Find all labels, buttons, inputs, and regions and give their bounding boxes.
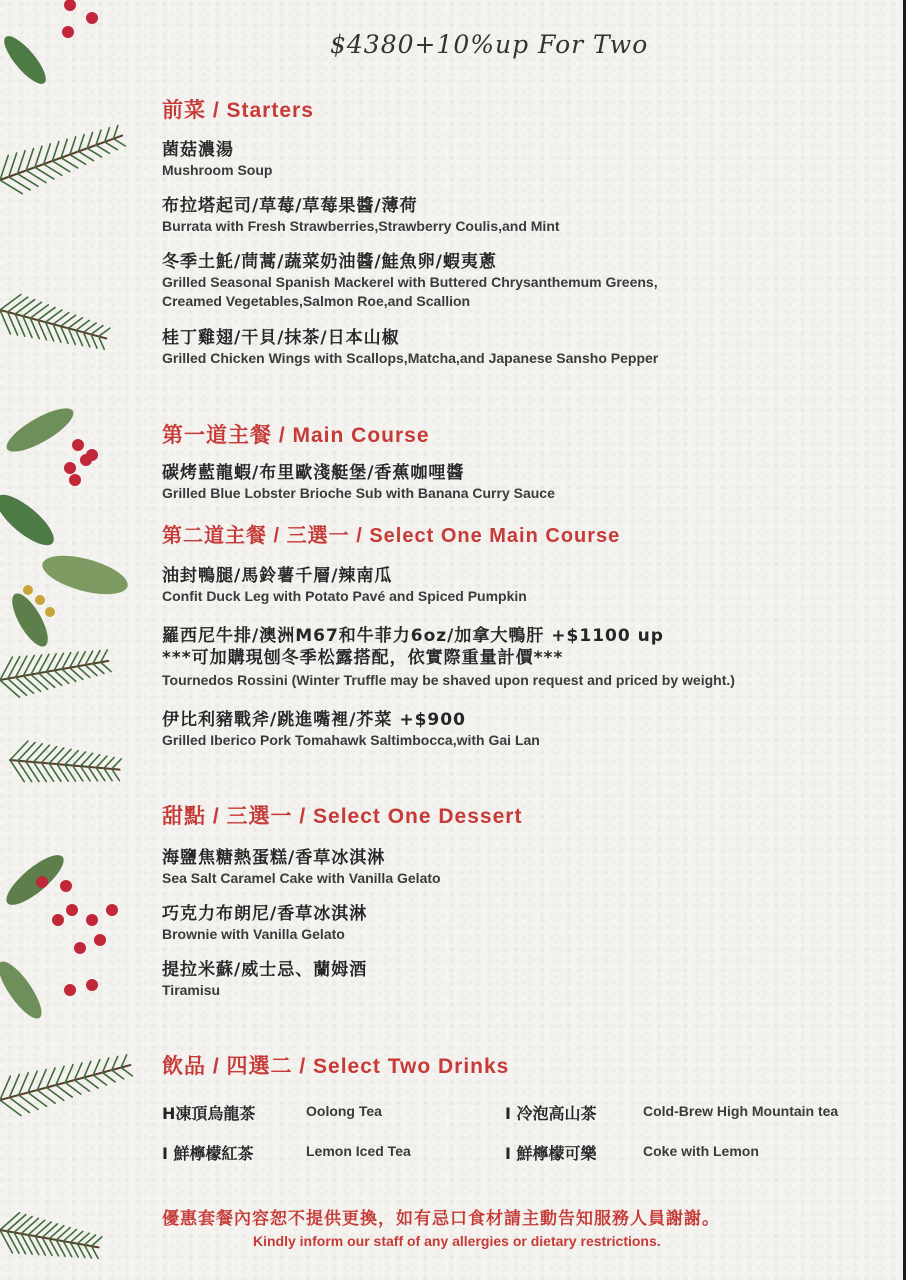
pine-needle xyxy=(0,1230,12,1253)
pine-needle xyxy=(65,1083,81,1095)
pine-needle xyxy=(102,1073,115,1082)
pine-needle xyxy=(41,747,56,763)
pine-needle xyxy=(112,1070,124,1079)
leaf xyxy=(38,548,131,602)
berry xyxy=(86,449,98,461)
item-name-zh: 提拉米蘇/威士忌、蘭姆酒 xyxy=(162,960,368,980)
item-name-zh: 菌菇濃湯 xyxy=(162,140,234,160)
berry xyxy=(69,474,81,486)
pine-needle xyxy=(7,1231,19,1253)
berry xyxy=(86,914,98,926)
pine-needle xyxy=(113,139,125,146)
leaf xyxy=(0,956,49,1024)
item-name-en: Grilled Seasonal Spanish Mackerel with Buttered Chrysanthemum Greens, xyxy=(162,274,658,290)
pine-needle xyxy=(9,1075,19,1098)
pine-needle xyxy=(18,761,32,782)
pine-needle xyxy=(52,161,69,172)
pine-needle xyxy=(57,749,71,764)
berry xyxy=(106,904,118,916)
pine-needle xyxy=(91,326,103,335)
pine-needle xyxy=(10,741,28,760)
pine-needle xyxy=(30,305,48,318)
pine-needle xyxy=(37,1070,46,1090)
pine-needle xyxy=(28,1071,37,1092)
pine-needle xyxy=(93,1075,106,1085)
item-name-en-cont: Creamed Vegetables,Salmon Roe,and Scallion xyxy=(162,293,471,309)
set-price: $4380+10%up For Two xyxy=(330,30,649,59)
pine-needle xyxy=(49,748,64,764)
pine-needle xyxy=(0,155,8,180)
section-title-dessert: 甜點 / 三選一 / Select One Dessert xyxy=(162,805,523,828)
drink-name-zh: H凍頂烏龍茶 xyxy=(162,1104,256,1123)
pine-needle xyxy=(9,153,17,177)
notice-en: Kindly inform our staff of any allergies or dietary restrictions. xyxy=(253,1233,661,1249)
pine-needle xyxy=(87,148,101,157)
pine-needle xyxy=(104,768,112,780)
pine-needle xyxy=(79,151,94,160)
menu-item xyxy=(162,847,441,888)
pine-needle xyxy=(42,1224,57,1238)
pine-needle xyxy=(41,763,53,782)
berry xyxy=(86,979,98,991)
pine-needle xyxy=(0,657,12,680)
pine-needle xyxy=(17,151,25,174)
leaf xyxy=(1,401,79,460)
berry xyxy=(72,439,84,451)
menu-item xyxy=(162,565,527,606)
menu-item xyxy=(162,625,735,690)
item-name-en: Tournedos Rossini (Winter Truffle may be shaved upon request and priced by weight.) xyxy=(162,672,735,688)
item-name-zh: 冬季土魠/茼蒿/蔬菜奶油醬/鮭魚卵/蝦夷蔥 xyxy=(162,252,497,272)
pine-needle xyxy=(9,1098,29,1113)
item-name-en: Grilled Chicken Wings with Scallops,Matcha,and Japanese Sansho Pepper xyxy=(162,350,659,366)
drink-name-zh: I 鮮檸檬可樂 xyxy=(505,1144,597,1163)
item-name-zh: 碳烤藍龍蝦/布里歐淺艇堡/香蕉咖哩醬 xyxy=(162,463,465,483)
pine-needle xyxy=(21,1218,38,1233)
item-name-en: Mushroom Soup xyxy=(162,162,273,178)
pine-needle xyxy=(35,1222,51,1236)
pine-needle xyxy=(26,744,43,762)
leaf xyxy=(0,848,70,913)
drink-name-en: Oolong Tea xyxy=(306,1103,382,1119)
pine-needle xyxy=(112,769,120,781)
pine-needle xyxy=(19,1073,29,1095)
pine-needle xyxy=(0,1076,10,1100)
berry xyxy=(60,880,72,892)
section-title-starters: 前菜 / Starters xyxy=(162,99,314,122)
item-name-zh: 巧克力布朗尼/香草冰淇淋 xyxy=(162,904,368,924)
pine-needle xyxy=(28,1235,39,1255)
berry xyxy=(52,914,64,926)
pine-needle xyxy=(0,1213,19,1230)
berry xyxy=(66,904,78,916)
pine-needle xyxy=(46,672,61,686)
pine-needle xyxy=(7,1215,26,1232)
item-name-en: Confit Duck Leg with Potato Pavé and Spiced Pumpkin xyxy=(162,588,527,604)
pine-needle xyxy=(70,652,78,668)
pine-needle xyxy=(10,760,24,782)
section-title-drinks: 飲品 / 四選二 / Select Two Drinks xyxy=(162,1055,510,1078)
pine-needle xyxy=(14,1232,25,1253)
notice-zh: 優惠套餐內容恕不提供更換，如有忌口食材請主動告知服務人員謝謝。 xyxy=(162,1209,720,1229)
item-name-zh: 羅西尼牛排/澳洲M67和牛菲力6oz/加拿大鴨肝 +$1100 up xyxy=(162,626,664,646)
pine-needle xyxy=(96,145,109,153)
menu-item xyxy=(162,959,367,1000)
pine-needle xyxy=(21,1234,32,1254)
pine-needle xyxy=(8,657,20,679)
pine-needle xyxy=(104,757,114,768)
menu-item xyxy=(162,251,658,311)
pine-needle xyxy=(28,1220,45,1235)
drink-name-en: Cold-Brew High Mountain tea xyxy=(643,1103,839,1119)
pine-needle xyxy=(101,662,111,671)
pine-garland-decoration xyxy=(0,0,150,1280)
item-truffle-note: ***可加購現刨冬季松露搭配，依實際重量計價*** xyxy=(162,648,564,668)
berry xyxy=(64,0,76,11)
drink-name-zh: I 冷泡高山茶 xyxy=(505,1104,597,1123)
item-name-en: Tiramisu xyxy=(162,982,221,998)
berry xyxy=(86,12,98,24)
berry xyxy=(36,876,48,888)
pine-needle xyxy=(15,677,33,693)
menu-item xyxy=(162,139,272,180)
item-name-en: Grilled Blue Lobster Brioche Sub with Banana Curry Sauce xyxy=(162,485,555,501)
berry xyxy=(35,595,45,605)
item-name-zh: 布拉塔起司/草莓/草莓果醬/薄荷 xyxy=(162,196,418,216)
pine-needle xyxy=(14,1216,32,1232)
berry xyxy=(45,607,55,617)
leaf xyxy=(0,487,61,553)
berry xyxy=(64,462,76,474)
section-title-main-course: 第一道主餐 / Main Course xyxy=(162,424,430,447)
pine-needle xyxy=(83,323,96,332)
pine-needle xyxy=(0,680,19,697)
pine-needle xyxy=(26,761,39,781)
berry xyxy=(23,585,33,595)
pine-needle xyxy=(49,1226,64,1239)
pine-needle xyxy=(31,675,48,690)
menu-item xyxy=(162,462,555,503)
leaf xyxy=(0,31,52,90)
pine-needle xyxy=(96,768,105,781)
pine-needle xyxy=(8,297,28,312)
item-name-en: Grilled Iberico Pork Tomahawk Saltimbocca,with Gai Lan xyxy=(162,732,540,748)
pine-needle xyxy=(70,155,86,165)
item-name-zh: 油封鴨腿/馬鈴薯千層/辣南瓜 xyxy=(162,566,393,586)
berry xyxy=(74,942,86,954)
menu-item xyxy=(162,709,540,750)
pine-needle xyxy=(0,295,21,310)
pine-needle xyxy=(39,673,55,687)
item-name-en: Sea Salt Caramel Cake with Vanilla Gelato xyxy=(162,870,441,886)
pine-needle xyxy=(61,158,78,168)
drink-name-en: Coke with Lemon xyxy=(643,1143,759,1159)
section-title-second-main: 第二道主餐 / 三選一 / Select One Main Course xyxy=(162,525,621,547)
pine-needle xyxy=(38,307,55,320)
pine-needle xyxy=(18,742,35,760)
pine-needle xyxy=(0,180,22,194)
pine-needle xyxy=(84,1078,98,1089)
pine-needle xyxy=(93,664,104,674)
pine-needle xyxy=(75,1080,90,1091)
pine-needle xyxy=(8,679,27,696)
item-name-en: Brownie with Vanilla Gelato xyxy=(162,926,345,942)
drink-name-zh: I 鮮檸檬紅茶 xyxy=(162,1144,254,1163)
leaf xyxy=(5,589,54,652)
pine-needle xyxy=(23,302,42,316)
item-name-zh: 伊比利豬戰斧/跳進嘴裡/芥菜 +$900 xyxy=(162,710,466,730)
pine-needle xyxy=(0,1100,21,1115)
berry xyxy=(64,984,76,996)
pine-needle xyxy=(56,1228,70,1240)
menu-item xyxy=(162,195,560,236)
berry xyxy=(94,934,106,946)
pine-needle xyxy=(33,762,46,781)
pine-needle xyxy=(99,328,110,336)
pine-needle xyxy=(105,142,118,150)
berry xyxy=(62,26,74,38)
pine-needle xyxy=(15,300,34,314)
drink-name-en: Lemon Iced Tea xyxy=(306,1143,411,1159)
menu-item xyxy=(162,903,367,944)
pine-needle xyxy=(121,1068,132,1076)
menu-item xyxy=(162,327,658,368)
pine-needle xyxy=(112,759,122,769)
pine-needle xyxy=(15,656,26,677)
item-name-en: Burrata with Fresh Strawberries,Strawberry Coulis,and Mint xyxy=(162,218,560,234)
pine-needle xyxy=(23,676,40,691)
item-name-zh: 海鹽焦糖熱蛋糕/香草冰淇淋 xyxy=(162,848,386,868)
item-name-zh: 桂丁雞翅/干貝/抹茶/日本山椒 xyxy=(162,328,400,348)
pine-needle xyxy=(33,745,49,762)
